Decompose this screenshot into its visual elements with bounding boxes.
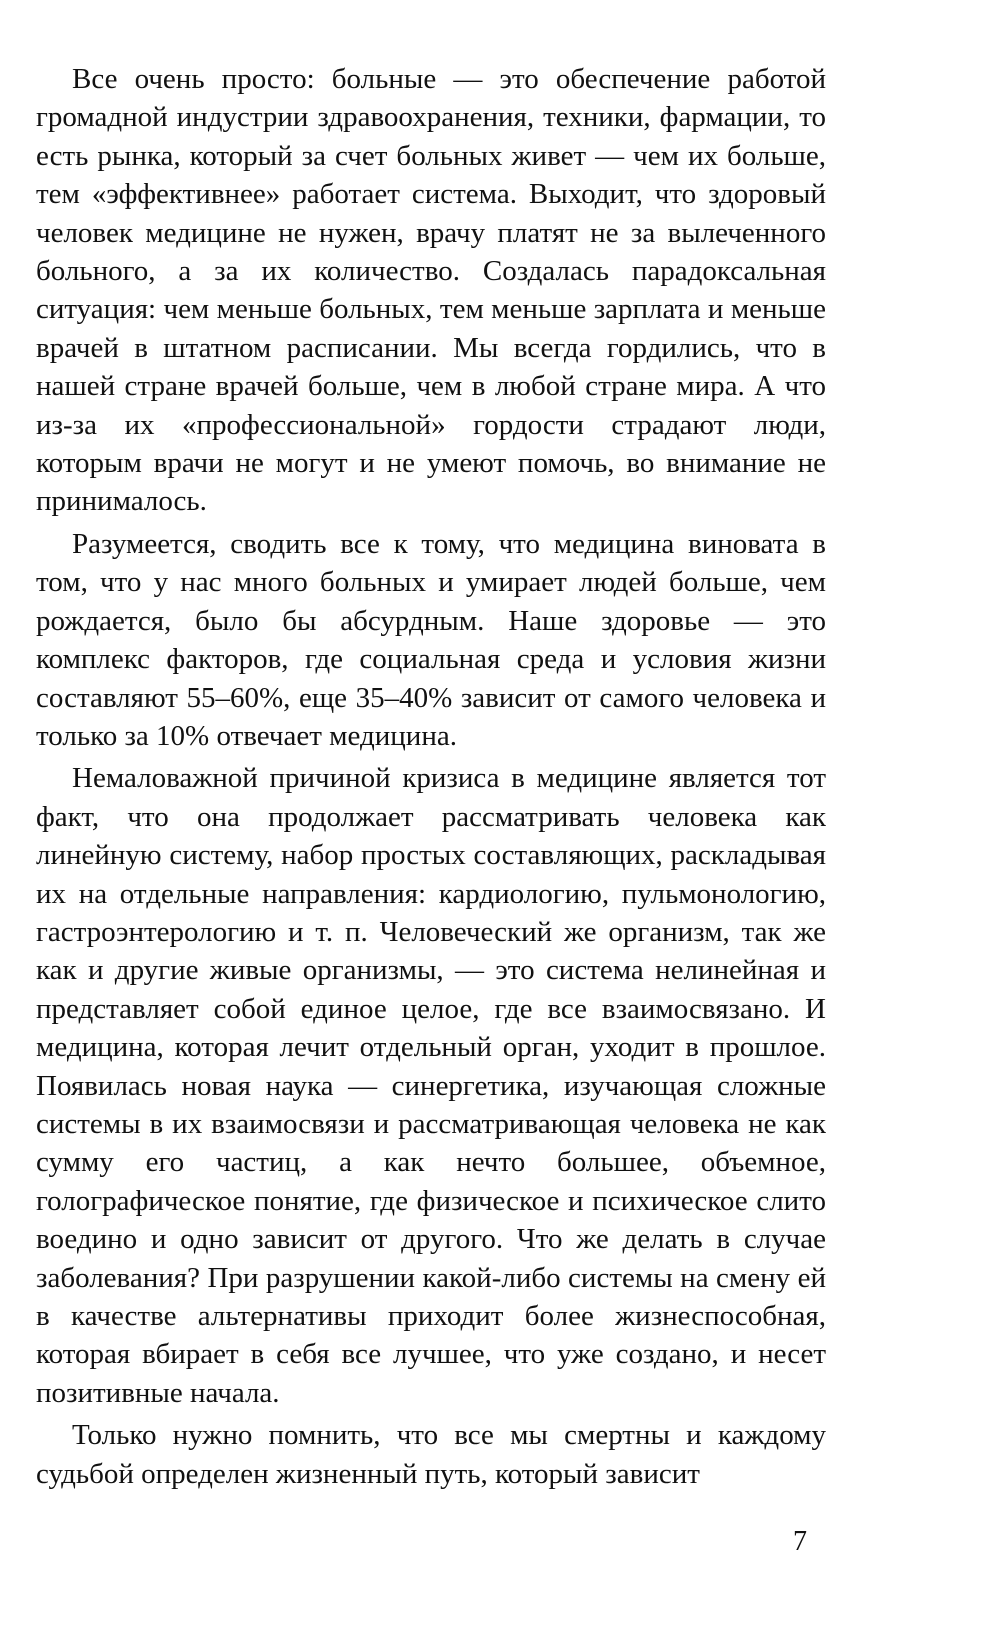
page-body <box>36 60 826 1493</box>
paragraph-2: Разумеется, сводить все к тому, что медицина виновата в том, что у нас много больных и умирает людей больше, чем рождается, было бы абсурдным. Наше здоровье — это комплекс факторов, где социальная среда и условия жизни составляют 55–60%, еще 35–40% зависит от самого человека и только за 10% отвечает медицина. <box>36 527 826 752</box>
paragraph-4: Только нужно помнить, что все мы смертны и каждому судьбой определен жизненный путь, который зависит <box>36 1419 826 1490</box>
page-number: 7 <box>793 1526 807 1557</box>
paragraph-1: Все очень просто: больные — это обеспечение работой громадной индустрии здравоохранения, техники, фармации, то есть рынка, который за счет больных живет — чем их больше, тем «эффективнее» работает система. Выходит, что здоровый человек медицине не нужен, врачу платят не за вылеченного больного, а за их количество. Создалась парадоксальная ситуация: чем меньше больных, тем меньше зарплата и меньше врачей в штатном расписании. Мы всегда гордились, что в нашей стране врачей больше, чем в любой стране мира. А что из-за их «профессиональной» гордости страдают люди, которым врачи не могут и не умеют помочь, во внимание не принималось. <box>36 63 826 518</box>
paragraph-3: Немаловажной причиной кризиса в медицине является тот факт, что она продолжает рассматривать человека как линейную систему, набор простых составляющих, раскладывая их на отдельные направления: кардиологию, пульмонологию, гастроэнтерологию и т. п. Человеческий же организм, так же как и другие живые организмы, — это система нелинейная и представляет собой единое целое, где все взаимосвязано. И медицина, которая лечит отдельный орган, уходит в прошлое. Появилась новая наука — синергетика, изучающая сложные системы в их взаимосвязи и рассматривающая человека не как сумму его частиц, а как нечто большее, объемное, голографическое понятие, где физическое и психическое слито воедино и одно зависит от другого. Что же делать в случае заболевания? При разрушении какой-либо системы на смену ей в качестве альтернативы приходит более жизнеспособная, которая вбирает в себя все лучшее, что уже создано, и несет позитивные начала. <box>36 762 826 1409</box>
